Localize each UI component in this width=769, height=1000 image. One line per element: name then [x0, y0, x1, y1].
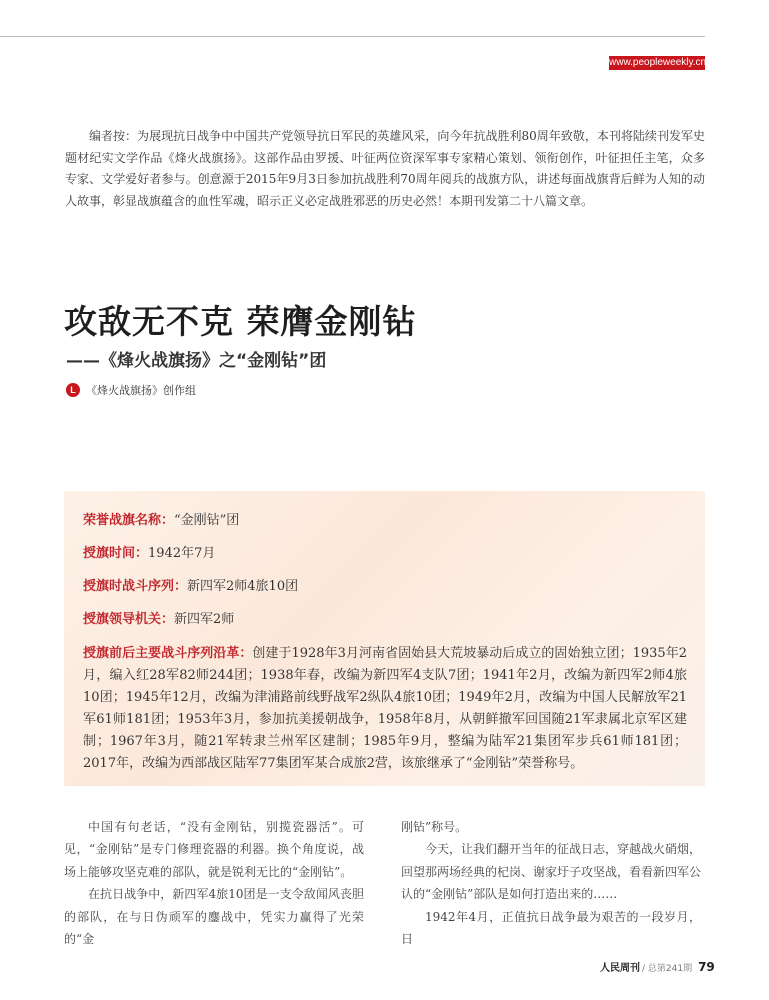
info-value: 新四军2师4旅10团 — [187, 579, 299, 594]
info-award-date — [83, 544, 687, 564]
body-paragraph: 在抗日战争中，新四军4旅10团是一支令敌闻风丧胆的部队，在与日伪顽军的鏖战中，凭实力赢得了光荣的“金 — [64, 887, 364, 947]
info-label: 授旗时战斗序列： — [83, 579, 188, 594]
info-label: 荣誉战旗名称： — [83, 513, 175, 528]
magazine-name: 人民周刊 — [600, 963, 640, 974]
author-row — [66, 382, 196, 398]
info-battle-order — [83, 577, 687, 597]
body-paragraph: 今天，让我们翻开当年的征战日志，穿越战火硝烟，回望那两场经典的杞岗、谢家圩子攻坚战，看看新四军公认的“金刚钻”部队是如何打造出来的…… — [401, 842, 702, 902]
info-value: “金刚钻”团 — [174, 513, 240, 528]
body-paragraph: 中国有句老话，“没有金刚钻，别揽瓷器活”。可见，“金刚钻”是专门修理瓷器的利器。换个角度说，战场上能够攻坚克难的部队，就是锐利无比的“金刚钻”。 — [64, 820, 364, 879]
author-logo-icon: L — [66, 383, 80, 397]
info-flag-name — [83, 511, 687, 531]
info-label: 授旗前后主要战斗序列沿革： — [83, 646, 253, 661]
issue-number: / 总第241期 — [642, 964, 693, 974]
info-label: 授旗时间： — [83, 546, 149, 561]
flag-info-box — [64, 491, 705, 786]
article-title: 攻敌无不克 荣膺金刚钻 — [64, 302, 417, 341]
info-awarding-authority — [83, 610, 687, 630]
info-value: 新四军2师 — [174, 612, 235, 627]
author-name: 《烽火战旗扬》创作组 — [86, 384, 196, 397]
body-column-left — [64, 816, 364, 950]
top-divider — [0, 36, 705, 37]
body-paragraph: 1942年4月，正值抗日战争最为艰苦的一段岁月，日 — [401, 909, 701, 947]
editor-note: 编者按：为展现抗日战争中中国共产党领导抗日军民的英雄风采，向今年抗战胜利80周年致敬，本刊将陆续刊发军史题材纪实文学作品《烽火战旗扬》。这部作品由罗援、叶征两位资深军事专家精心策划、领衔创作，叶征担任主笔，众多专家、文学爱好者参与。创意源于2015年9月3日参加抗战胜利70周年阅兵的战旗方队，讲述每面战旗背后鲜为人知的动人故事，彰显战旗蕴含的血性军魂，昭示正义必定战胜邪恶的历史必然！本期刊发第二十八篇文章。 — [65, 129, 705, 208]
info-value: 1942年7月 — [148, 546, 216, 561]
page-footer — [600, 959, 715, 974]
info-label: 授旗领导机关： — [83, 612, 175, 627]
body-paragraph: 刚钻”称号。 — [401, 820, 468, 834]
body-column-right — [401, 816, 701, 950]
info-history — [83, 643, 687, 775]
url-badge[interactable]: www.peopleweekly.cn — [609, 57, 707, 68]
article-subtitle: ——《烽火战旗扬》之“金刚钻”团 — [66, 351, 327, 371]
info-history-text: 创建于1928年3月河南省固始县大荒坡暴动后成立的固始独立团；1935年2月，编入红28军82师244团；1938年春，改编为新四军4支队7团；1941年2月，改编为新四军2师4旅10团；1945年12月，改编为津浦路前线野战军2纵队4旅10团；1949年2月，改编为中国人民解放军21军61师181团；1953年3月，参加抗美援朝战争，1958年8月，从朝鲜撤军回国随21军隶属北京军区建制；1967年3月，随21军转隶兰州军区建制；1985年9月，整编为陆军21集团军步兵61师181团；2017年，改编为西部战区陆军77集团军某合成旅2营，该旅继承了“金刚钻”荣誉称号。 — [83, 646, 687, 771]
page-number: 79 — [698, 960, 715, 974]
